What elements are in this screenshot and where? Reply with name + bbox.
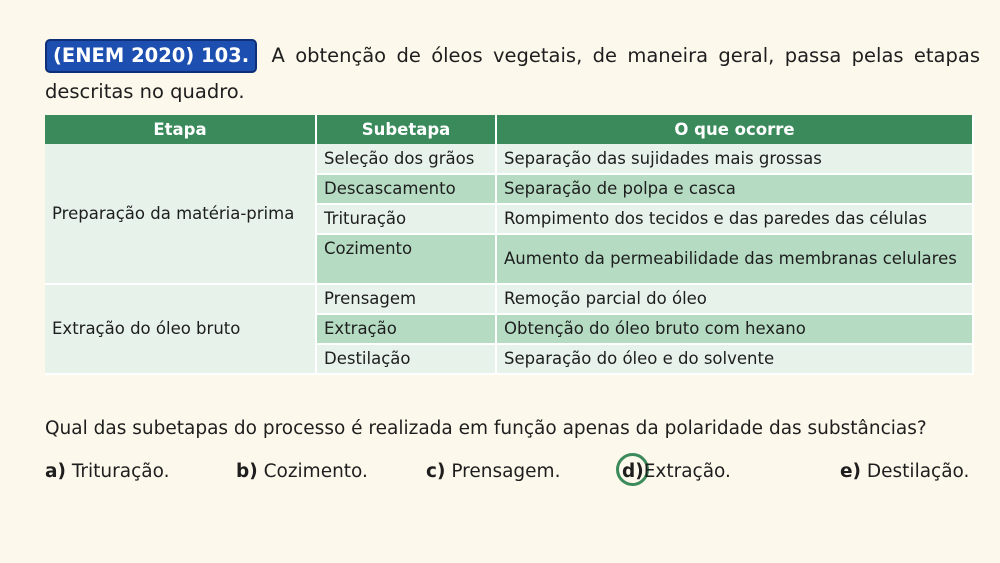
question-tag: (ENEM 2020) 103. [45,39,257,73]
header-subetapa: Subetapa [316,115,496,144]
option-c[interactable] [426,460,560,484]
description-cell: Separação de polpa e casca [496,174,973,204]
table-row [45,144,973,174]
option-e[interactable] [840,460,969,484]
subetapa-cell: Prensagem [316,284,496,314]
option-text: Trituração. [71,461,170,482]
description-cell: Aumento da permeabilidade das membranas celulares [496,234,973,284]
description-cell: Separação das sujidades mais grossas [496,144,973,174]
option-letter: a) [45,461,66,482]
process-table [45,115,974,375]
subetapa-cell: Destilação [316,344,496,374]
option-letter: e) [840,461,862,482]
option-letter: c) [426,461,446,482]
table-header-row [45,115,973,144]
option-letter: b) [236,461,258,482]
subetapa-cell: Extração [316,314,496,344]
option-a[interactable] [45,460,169,484]
etapa-cell: Preparação da matéria-prima [45,144,316,284]
description-cell: Obtenção do óleo bruto com hexano [496,314,973,344]
option-text: Destilação. [866,461,970,482]
option-text: Extração. [643,461,731,482]
subetapa-cell: Cozimento [316,234,496,284]
header-o-que-ocorre: O que ocorre [496,115,973,144]
question-statement [45,38,980,110]
subetapa-cell: Trituração [316,204,496,234]
table-row [45,284,973,314]
description-cell: Rompimento dos tecidos e das paredes das células [496,204,973,234]
etapa-cell: Extração do óleo bruto [45,284,316,374]
header-etapa: Etapa [45,115,316,144]
question-text: A obtenção de óleos vegetais, de maneira geral, passa pelas etapas descritas no quadro. [45,44,980,103]
option-text: Cozimento. [263,461,368,482]
description-cell: Separação do óleo e do solvente [496,344,973,374]
option-d[interactable] [622,460,731,484]
option-letter: d) [622,461,644,482]
option-b[interactable] [236,460,368,484]
option-text: Prensagem. [451,461,561,482]
description-cell: Remoção parcial do óleo [496,284,973,314]
question-stem: Qual das subetapas do processo é realizada em função apenas da polaridade das substâncias? [45,418,927,439]
subetapa-cell: Seleção dos grãos [316,144,496,174]
subetapa-cell: Descascamento [316,174,496,204]
